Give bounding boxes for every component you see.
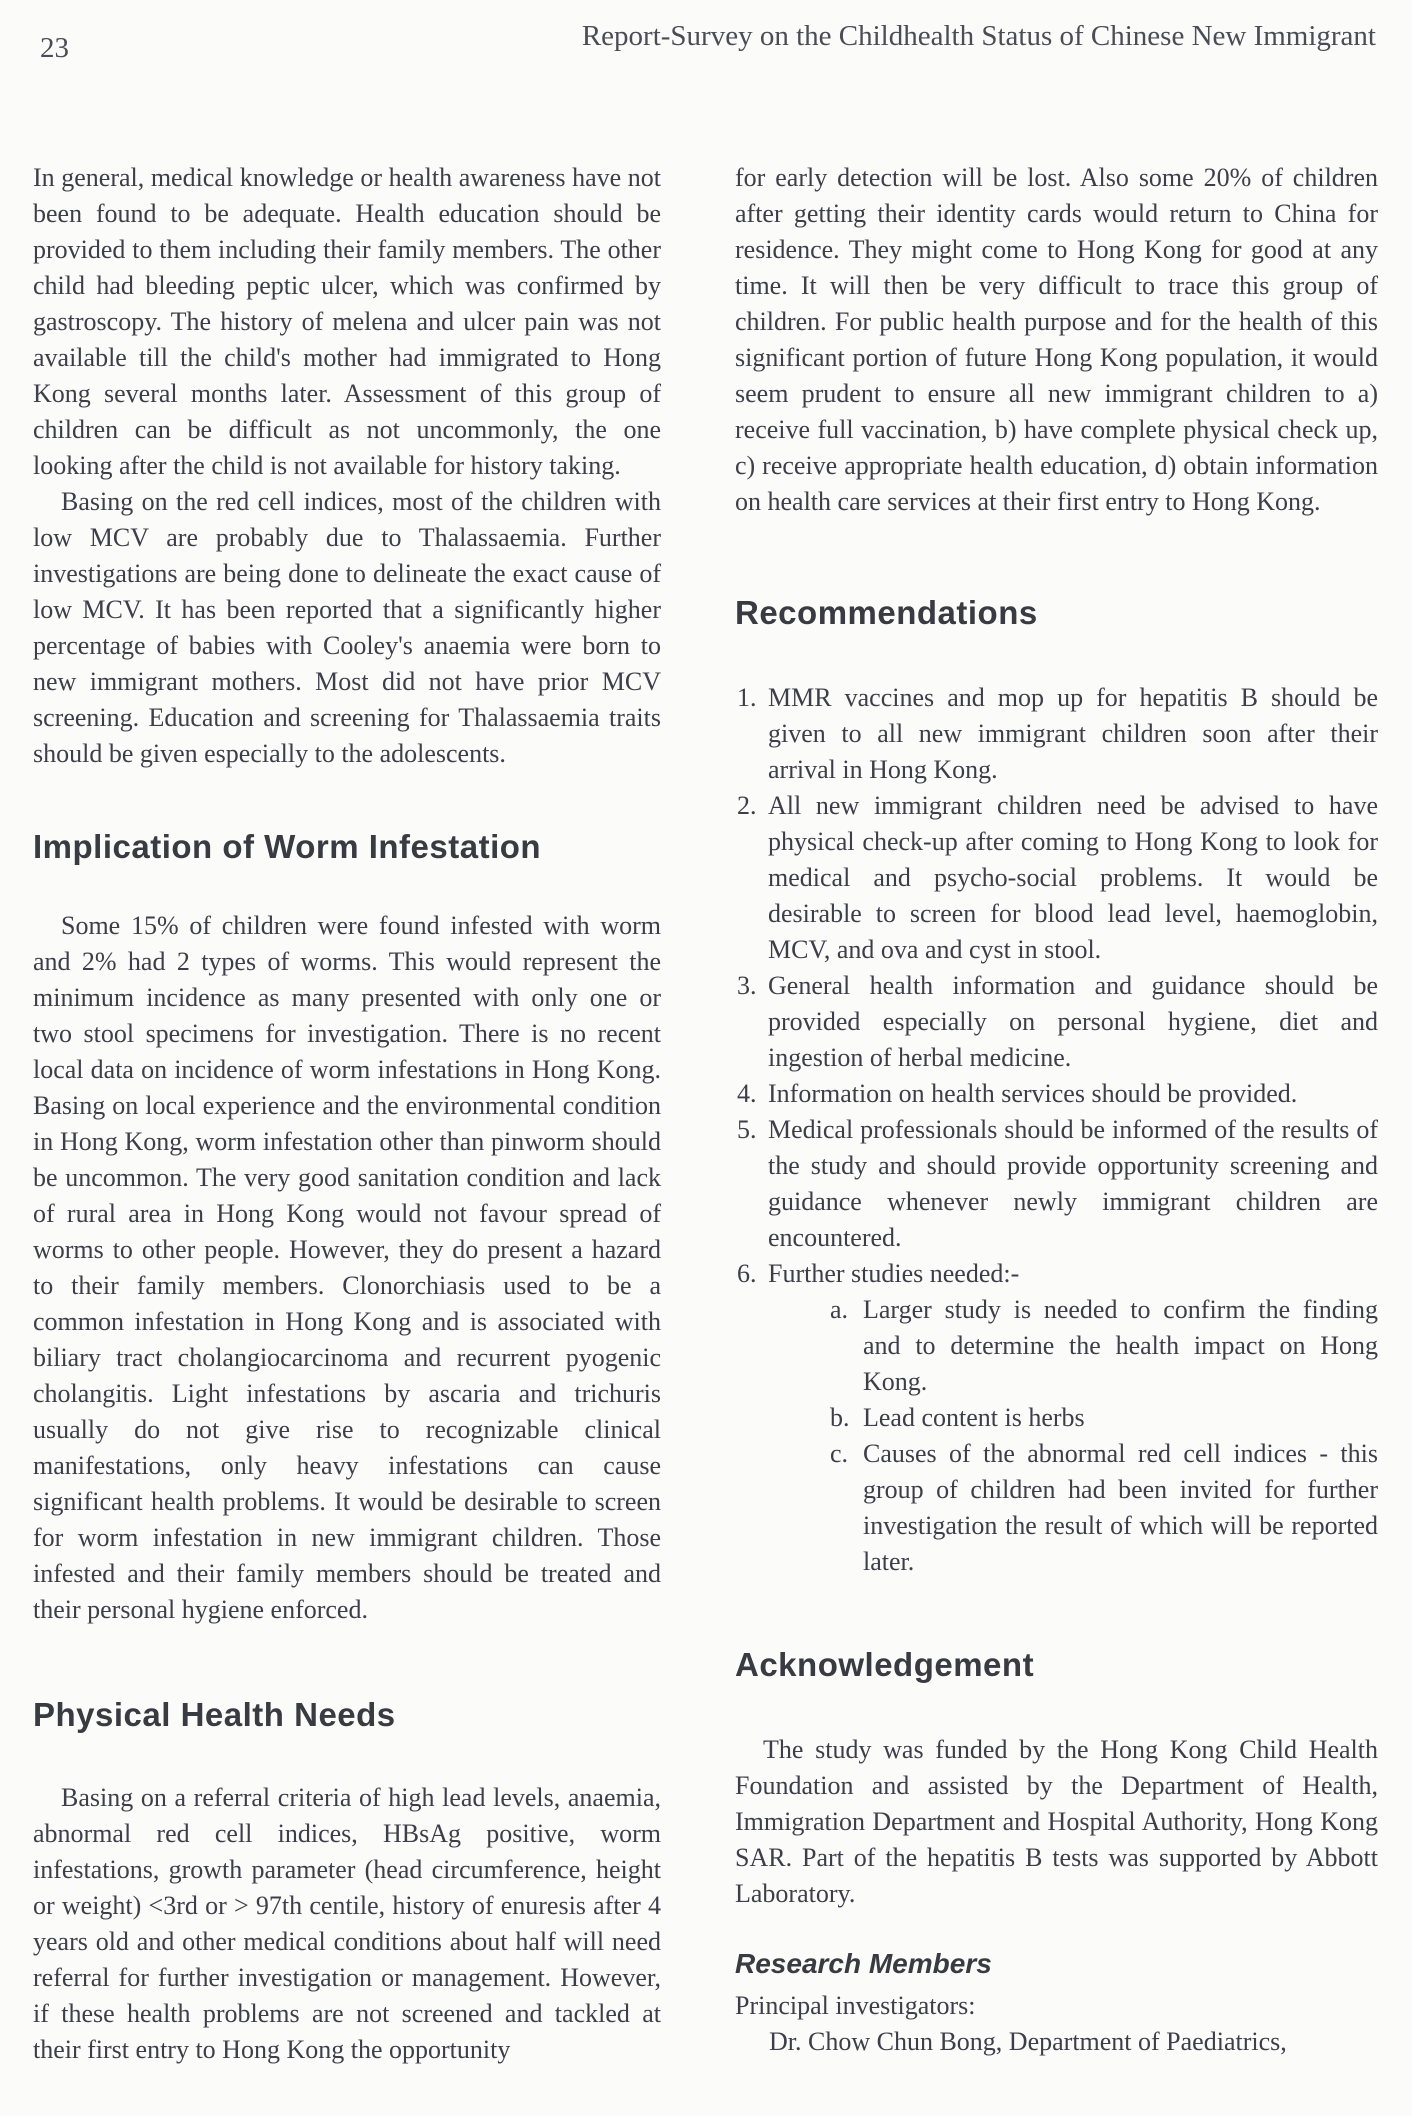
page-header <box>40 18 1376 65</box>
sub-item-letter: c. <box>830 1439 849 1468</box>
principal-investigators-label: Principal investigators: <box>735 1991 976 2020</box>
page-number: 23 <box>40 32 69 64</box>
list-item <box>735 788 1378 968</box>
list-item <box>735 680 1378 788</box>
list-item <box>735 1076 1378 1112</box>
sub-item-text: Lead content is herbs <box>863 1403 1085 1432</box>
paragraph-general-medical-knowledge: In general, medical knowledge or health awareness have not been found to be adequate. Health education should be provided to them including their family members. The other child had bleeding peptic ulcer, which was confirmed by gastroscopy. The history of melena and ulcer pain was not available till the child's mother had immigrated to Hong Kong several months later. Assessment of this group of children can be difficult as not uncommonly, the one looking after the child is not available for history taking. <box>33 163 661 480</box>
list-item <box>735 968 1378 1076</box>
list-item-text: MMR vaccines and mop up for hepatitis B should be given to all new immigrant children soon after their arrival in Hong Kong. <box>768 683 1378 784</box>
recommendations-list <box>735 680 1378 1580</box>
sub-list-item <box>830 1436 1378 1580</box>
section-heading-physical-health-needs: Physical Health Needs <box>33 1696 396 1733</box>
section-heading-recommendations: Recommendations <box>735 594 1038 631</box>
list-item <box>735 1112 1378 1256</box>
list-item-text: Further studies needed:- <box>768 1259 1020 1288</box>
list-item-number: 6. <box>737 1259 757 1288</box>
paragraph-early-detection: for early detection will be lost. Also some 20% of children after getting their identity cards would return to China for residence. They might come to Hong Kong for good at any time. It will then be very difficult to trace this group of children. For public health purpose and for the health of this significant portion of future Hong Kong population, it would seem prudent to ensure all new immigrant children to a) receive full vaccination, b) have complete physical check up, c) receive appropriate health education, d) obtain information on health care services at their first entry to Hong Kong. <box>735 163 1378 516</box>
sub-item-text: Larger study is needed to confirm the finding and to determine the health impact on Hong Kong. <box>863 1295 1378 1396</box>
sub-item-letter: b. <box>830 1403 850 1432</box>
list-item-text: Medical professionals should be informed of the results of the study and should provide opportunity screening and guidance whenever newly immigrant children are encountered. <box>768 1115 1378 1252</box>
investigator-name-line: Dr. Chow Chun Bong, Department of Paediatrics, <box>769 2027 1287 2056</box>
sub-item-letter: a. <box>830 1295 849 1324</box>
list-item-text: General health information and guidance should be provided especially on personal hygiene, diet and ingestion of herbal medicine. <box>768 971 1378 1072</box>
section-heading-worm-infestation: Implication of Worm Infestation <box>33 828 542 865</box>
right-column <box>735 160 1378 2060</box>
list-item-text: Information on health services should be provided. <box>768 1079 1298 1108</box>
paragraph-red-cell-indices: Basing on the red cell indices, most of the children with low MCV are probably due to Thalassaemia. Further investigations are being done to delineate the exact cause of low MCV. It has been reported that a significantly higher percentage of babies with Cooley's anaemia were born to new immigrant mothers. Most did not have prior MCV screening. Education and screening for Thalassaemia traits should be given especially to the adolescents. <box>33 487 661 768</box>
research-members-heading: Research Members <box>735 1948 992 1979</box>
paragraph-referral-criteria: Basing on a referral criteria of high lead levels, anaemia, abnormal red cell indices, HBsAg positive, worm infestations, growth parameter (head circumference, height or weight) <3rd or > 97th centile, history of enuresis after 4 years old and other medical conditions about half will need referral for further investigation or management. However, if these health problems are not screened and tackled at their first entry to Hong Kong the opportunity <box>33 1783 661 2064</box>
paragraph-acknowledgement: The study was funded by the Hong Kong Child Health Foundation and assisted by the Department of Health, Immigration Department and Hospital Authority, Hong Kong SAR. Part of the hepatitis B tests was supported by Abbott Laboratory. <box>735 1735 1378 1908</box>
left-column <box>33 160 661 2068</box>
sub-items-list <box>768 1292 1378 1580</box>
list-item-number: 5. <box>737 1115 757 1144</box>
list-item-text: All new immigrant children need be advised to have physical check-up after coming to Hong Kong to look for medical and psycho-social problems. It would be desirable to screen for blood lead level, haemoglobin, MCV, and ova and cyst in stool. <box>768 791 1378 964</box>
paragraph-worm-infestation: Some 15% of children were found infested with worm and 2% had 2 types of worms. This would represent the minimum incidence as many presented with only one or two stool specimens for investigation. There is no recent local data on incidence of worm infestations in Hong Kong. Basing on local experience and the environmental condition in Hong Kong, worm infestation other than pinworm should be uncommon. The very good sanitation condition and lack of rural area in Hong Kong would not favour spread of worms to other people. However, they do present a hazard to their family members. Clonorchiasis used to be a common infestation in Hong Kong and is associated with biliary tract cholangiocarcinoma and recurrent pyogenic cholangitis. Light infestations by ascaria and trichuris usually do not give rise to recognizable clinical manifestations, only heavy infestations can cause significant health problems. It would be desirable to screen for worm infestation in new immigrant children. Those infested and their family members should be treated and their personal hygiene enforced. <box>33 911 661 1624</box>
list-item-number: 4. <box>737 1079 757 1108</box>
list-item-number: 3. <box>737 971 757 1000</box>
running-title: Report-Survey on the Childhealth Status of Chinese New Immigrant <box>581 20 1376 52</box>
list-item-number: 2. <box>737 791 757 820</box>
sub-list-item <box>830 1292 1378 1400</box>
sub-list-item <box>830 1400 1378 1436</box>
sub-item-text: Causes of the abnormal red cell indices - this group of children had been invited for further investigation the result of which will be reported later. <box>863 1439 1378 1576</box>
section-heading-acknowledgement: Acknowledgement <box>735 1646 1035 1683</box>
list-item-number: 1. <box>737 683 757 712</box>
list-item <box>735 1256 1378 1580</box>
